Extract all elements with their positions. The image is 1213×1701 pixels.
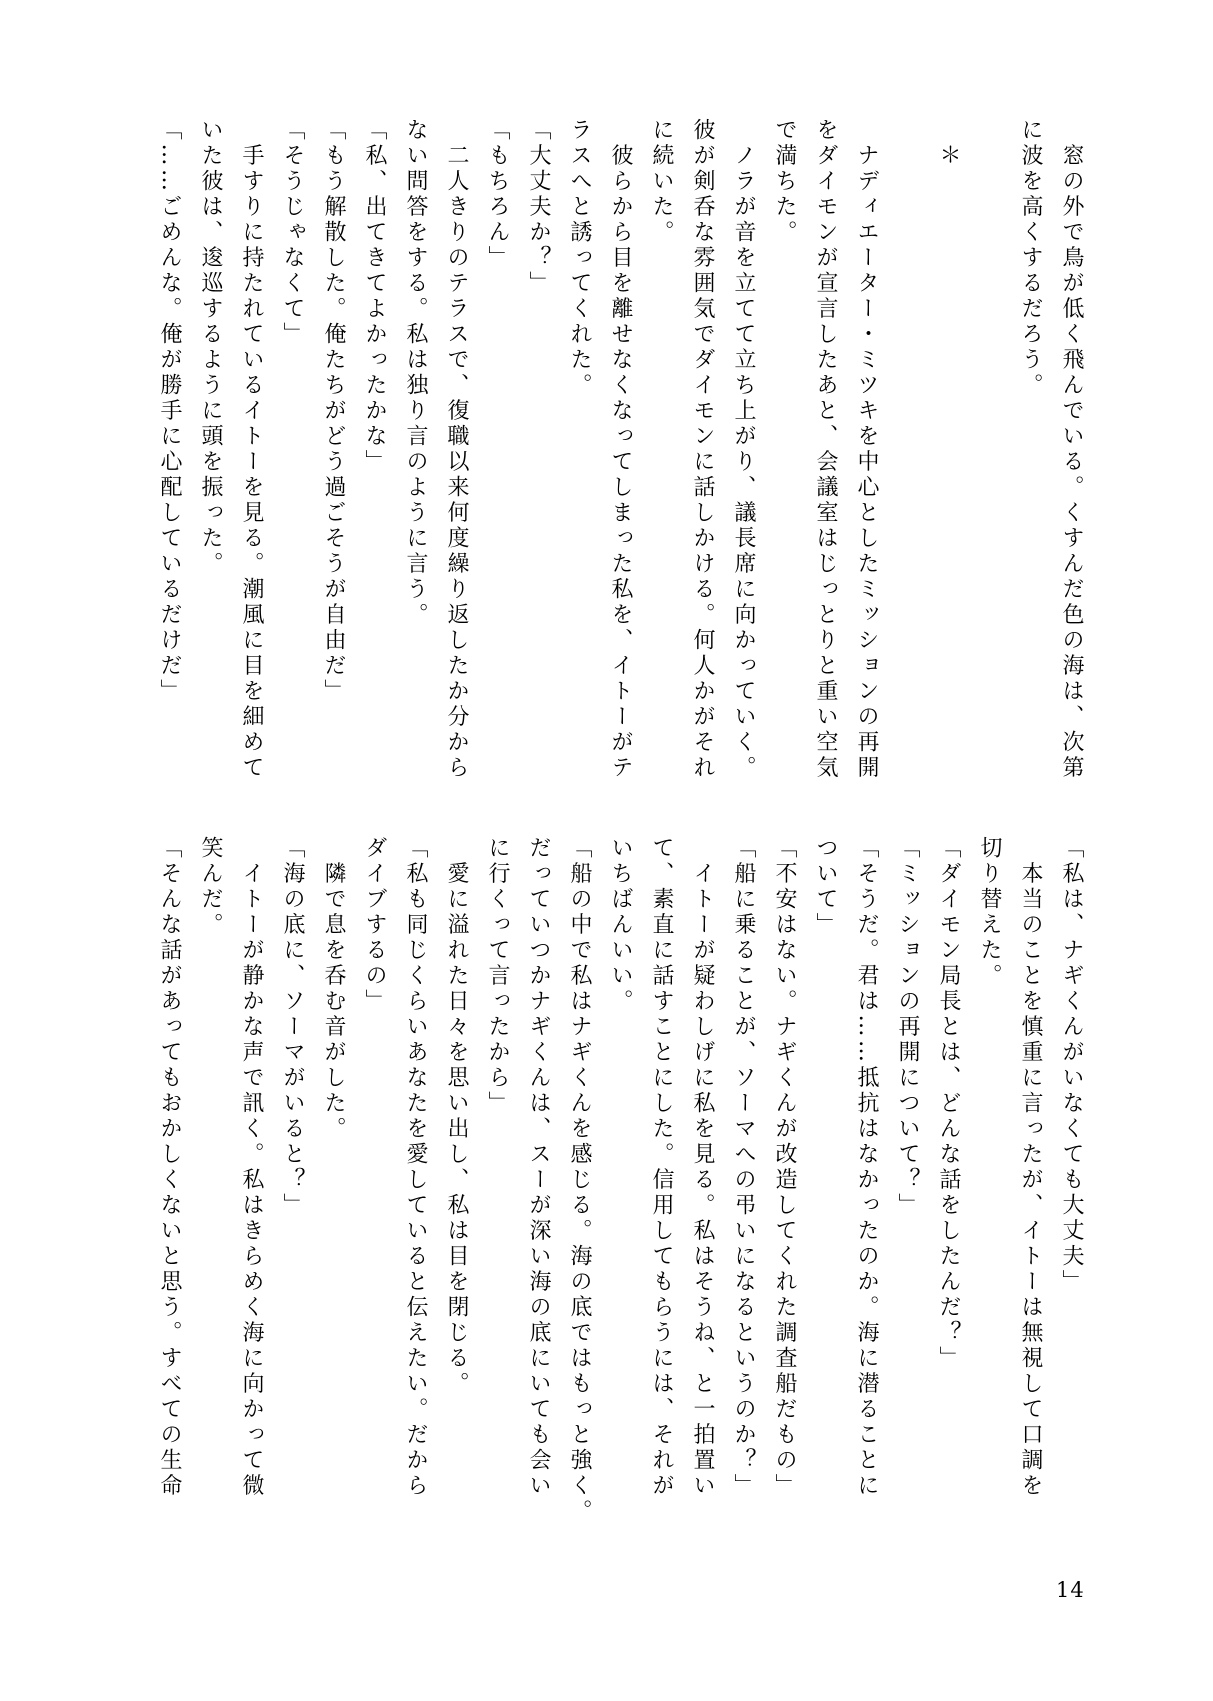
text-line: いた彼は、逡巡するように頭を振った。: [198, 118, 223, 577]
text-line: 二人きりのテラスで、復職以来何度繰り返したか分から: [444, 118, 469, 781]
text-line: [887, 118, 928, 818]
text-line: 切り替えた。: [977, 836, 1002, 989]
text-line: 「大丈夫か？」: [526, 118, 551, 297]
text-line: 窓の外で鳥が低く飛んでいる。くすんだ色の海は、次第: [1059, 118, 1084, 781]
text-line: だっていつかナギくんは、スーが深い海の底にいても会い: [526, 836, 551, 1499]
page-number: 14: [1056, 1578, 1085, 1602]
text-line: ナディエーター・ミツキを中心としたミッションの再開: [854, 118, 879, 781]
text-line: 「……ごめんな。俺が勝手に心配しているだけだ」: [157, 118, 182, 705]
text-line: に続いた。: [649, 118, 674, 246]
text-line: 彼らから目を離せなくなってしまった私を、イトーがテ: [608, 118, 633, 781]
text-line: 「ダイモン局長とは、どんな話をしたんだ？」: [936, 836, 961, 1372]
text-line: 「そうだ。君は……抵抗はなかったのか。海に潜ることに: [854, 836, 879, 1499]
text-line: 「ミッションの再開について？」: [895, 836, 920, 1219]
text-line: 「船に乗ることが、ソーマへの弔いになるというのか？」: [731, 836, 756, 1499]
text-line: 「そんな話があってもおかしくないと思う。すべての生命: [157, 836, 182, 1499]
text-line: ない問答をする。私は独り言のように言う。: [403, 118, 428, 628]
text-line: 「私も同じくらいあなたを愛していると伝えたい。だから: [403, 836, 428, 1499]
text-line: 「そうじゃなくて」: [280, 118, 305, 348]
text-line: 手すりに持たれているイトーを見る。潮風に目を細めて: [239, 118, 264, 781]
text-line: 本当のことを慎重に言ったが、イトーは無視して口調を: [1018, 836, 1043, 1499]
text-line: イトーが疑わしげに私を見る。私はそうね、と一拍置い: [690, 836, 715, 1499]
lower-text-block: [149, 836, 1092, 1536]
text-line: 「船の中で私はナギくんを感じる。海の底ではもっと強く。: [567, 836, 592, 1525]
text-line: ついて」: [813, 836, 838, 938]
text-line: [969, 118, 1010, 818]
text-line: 「もちろん」: [485, 118, 510, 271]
text-line: に行くって言ったから」: [485, 836, 510, 1117]
text-line: に波を高くするだろう。: [1018, 118, 1043, 399]
text-line: 「私、出てきてよかったかな」: [362, 118, 387, 475]
text-line: 愛に溢れた日々を思い出し、私は目を閉じる。: [444, 836, 469, 1397]
text-line: イトーが静かな声で訊く。私はきらめく海に向かって微: [239, 836, 264, 1499]
text-line: 「私は、ナギくんがいなくても大丈夫」: [1059, 836, 1084, 1295]
text-line: ＊: [936, 118, 961, 169]
text-line: 彼が剣呑な雰囲気でダイモンに話しかける。何人かがそれ: [690, 118, 715, 781]
text-line: 隣で息を呑む音がした。: [321, 836, 346, 1142]
text-line: をダイモンが宣言したあと、会議室はじっとりと重い空気: [813, 118, 838, 781]
upper-text-block: [149, 118, 1092, 818]
text-line: いちばんいい。: [608, 836, 633, 1015]
text-line: 「海の底に、ソーマがいると？」: [280, 836, 305, 1219]
text-line: ノラが音を立てて立ち上がり、議長席に向かっていく。: [731, 118, 756, 781]
text-line: 「もう解散した。俺たちがどう過ごそうが自由だ」: [321, 118, 346, 705]
text-line: て、素直に話すことにした。信用してもらうには、それが: [649, 836, 674, 1499]
text-line: ダイブするの」: [362, 836, 387, 1015]
text-line: 「不安はない。ナギくんが改造してくれた調査船だもの」: [772, 836, 797, 1499]
text-line: ラスへと誘ってくれた。: [567, 118, 592, 399]
text-line: 笑んだ。: [198, 836, 223, 938]
text-line: で満ちた。: [772, 118, 797, 246]
